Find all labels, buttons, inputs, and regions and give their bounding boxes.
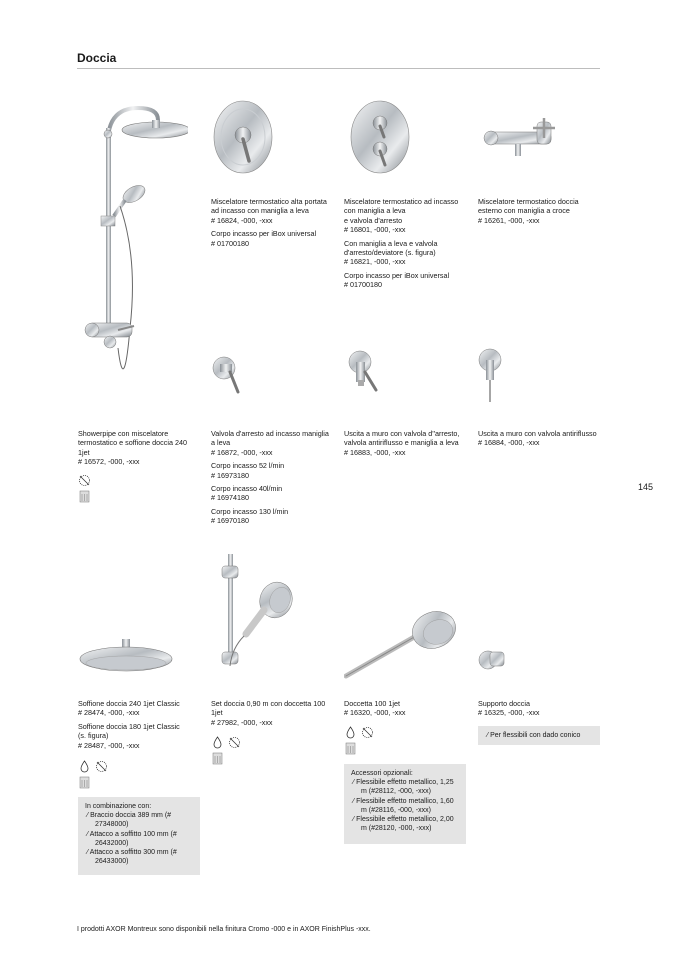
section-title: Doccia — [77, 51, 117, 65]
combination-box: In combinazione con: ⁄ Braccio doccia 389 mm (# 27348000) ⁄ Attacco a soffitto 100 mm (# 26432000) ⁄ Attacco a soffitto 300 mm (# 26433000) — [78, 797, 200, 875]
footer-note: I prodotti AXOR Montreux sono disponibili nella finitura Cromo -000 e in AXOR FinishPlus -xxx. — [77, 926, 371, 933]
showerpipe-image — [78, 98, 188, 410]
product-text-16824: Miscelatore termostatico alta portata ad incasso con maniglia a leva # 16824, -000, -xxx Corpo incasso per iBox universal # 01700180 — [211, 197, 327, 248]
product-text-16261: Miscelatore termostatico doccia esterno con maniglia a croce # 16261, -000, -xxx — [478, 197, 579, 225]
optional-accessories-box: Accessori opzionali: ⁄ Flessibile effetto metallico, 1,25 m (#28112, -000, -xxx) ⁄ Flessibile effetto metallico, 1,60 m (#28116, -000, -xxx) ⁄ Flessibile effetto metallico, 2,00 m (#28120, -000, -xxx) — [344, 764, 466, 844]
thermostat-16801-image — [349, 99, 411, 175]
product-text-16572: Showerpipe con miscelatore termostatico e soffione doccia 240 1jet # 16572, -000, -xxx — [78, 429, 187, 467]
feature-icons-16572 — [78, 474, 91, 503]
hand-shower-image — [344, 610, 462, 680]
page-number: 145 — [638, 482, 654, 492]
spray-mode-icon — [211, 752, 224, 765]
no-limescale-icon — [361, 726, 374, 739]
feature-icons-16320 — [344, 726, 374, 755]
stop-valve-image — [212, 352, 242, 398]
no-limescale-icon — [95, 760, 108, 773]
product-text-28474: Soffione doccia 240 1jet Classic # 28474, -000, -xxx Soffione doccia 180 1jet Classic (s. figura) # 28487, -000, -xxx — [78, 699, 180, 750]
overhead-shower-image — [78, 637, 174, 677]
shower-set-image — [212, 548, 302, 672]
product-text-16320: Doccetta 100 1jet # 16320, -000, -xxx — [344, 699, 406, 718]
feature-icons-27982 — [211, 736, 241, 765]
product-text-16872: Valvola d'arresto ad incasso maniglia a leva # 16872, -000, -xxx Corpo incasso 52 l/min # 16973180 Corpo incasso 40l/min # 16974180 Corpo incasso 130 l/min # 16970180 — [211, 429, 329, 526]
product-text-16801: Miscelatore termostatico ad incasso con maniglia a leva e valvola d'arresto # 16801, -000, -xxx Con maniglia a leva e valvola d'arresto/deviatore (s. figura) # 16821, -000, -xxx Corpo incasso per iBox universal # 01700180 — [344, 197, 459, 290]
shower-holder-image — [478, 646, 508, 674]
title-rule — [77, 68, 600, 69]
water-drop-icon — [78, 760, 91, 773]
spray-mode-icon — [78, 776, 91, 789]
water-drop-icon — [211, 736, 224, 749]
wall-outlet-valve-image — [346, 350, 380, 398]
spray-mode-icon — [344, 742, 357, 755]
exposed-thermostat-image — [483, 118, 557, 164]
water-drop-icon — [344, 726, 357, 739]
product-text-27982: Set doccia 0,90 m con doccetta 100 1jet # 27982, -000, -xxx — [211, 699, 326, 727]
spray-mode-icon — [78, 490, 91, 503]
product-text-16884: Uscita a muro con valvola antiriflusso # 16884, -000, -xxx — [478, 429, 597, 448]
holder-note-box: ⁄ Per flessibili con dado conico — [478, 726, 600, 745]
product-text-16883: Uscita a muro con valvola d''arresto, valvola antiriflusso e maniglia a leva # 16883, -000, -xxx — [344, 429, 460, 457]
no-limescale-icon — [228, 736, 241, 749]
feature-icons-28474 — [78, 760, 108, 789]
no-limescale-icon — [78, 474, 91, 487]
product-text-16325: Supporto doccia # 16325, -000, -xxx — [478, 699, 540, 718]
wall-outlet-image — [478, 348, 506, 404]
thermostat-16824-image — [212, 99, 274, 175]
